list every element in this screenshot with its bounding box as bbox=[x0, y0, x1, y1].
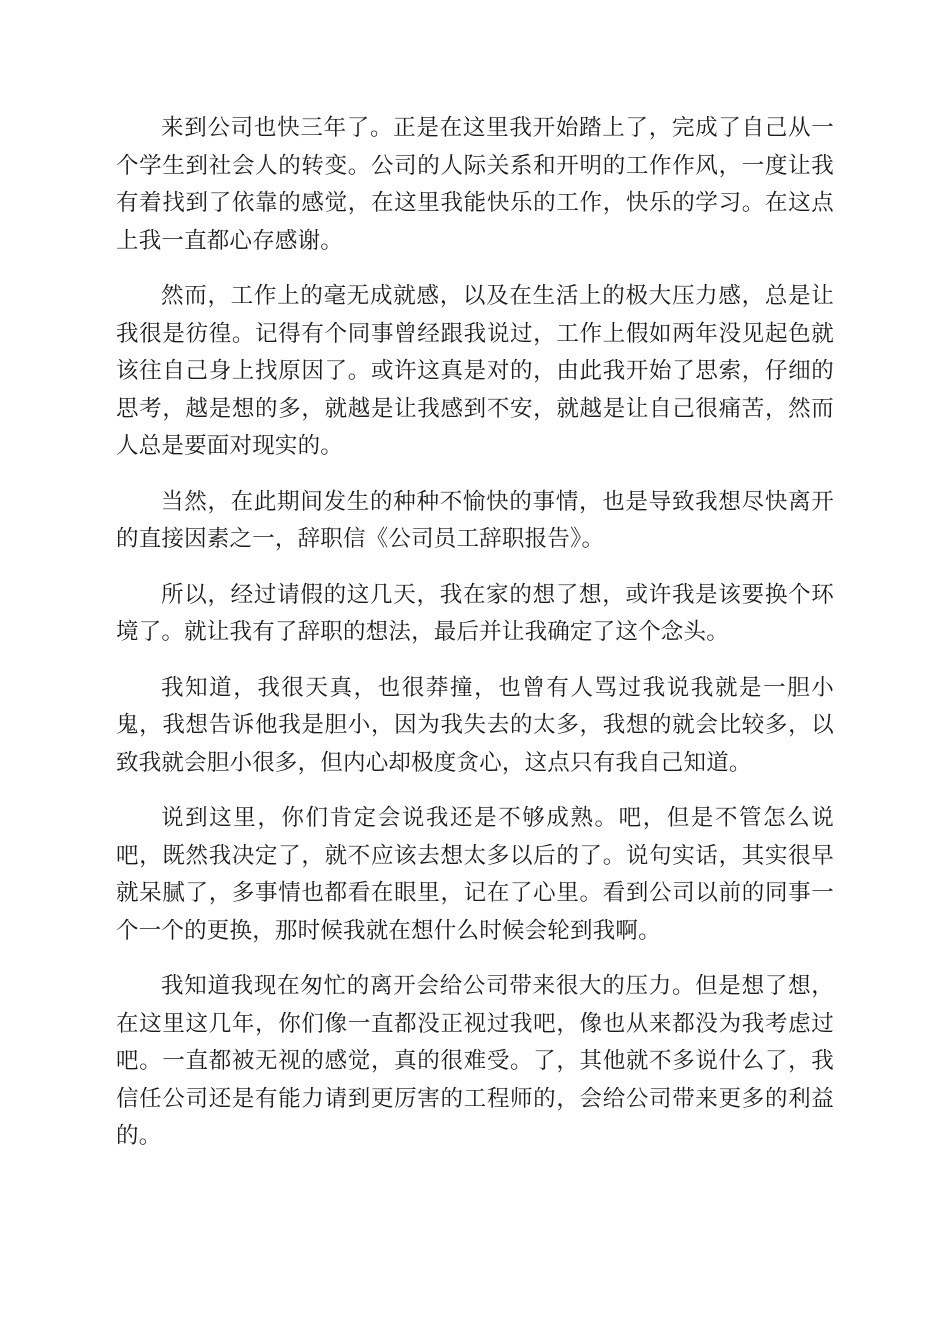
paragraph-1: 来到公司也快三年了。正是在这里我开始踏上了，完成了自己从一个学生到社会人的转变。公司的人际关系和开明的工作作风，一度让我有着找到了依靠的感觉，在这里我能快乐的工作，快乐的学习。在这点上我一直都心存感谢。 bbox=[116, 115, 834, 254]
paragraph-5: 我知道，我很天真，也很莽撞，也曾有人骂过我说我就是一胆小鬼，我想告诉他我是胆小，因为我失去的太多，我想的就会比较多，以致我就会胆小很多，但内心却极度贪心，这点只有我自己知道。 bbox=[116, 674, 834, 776]
paragraph-2: 然而，工作上的毫无成就感，以及在生活上的极大压力感，总是让我很是彷徨。记得有个同事曾经跟我说过，工作上假如两年没见起色就该往自己身上找原因了。或许这真是对的，由此我开始了思索，仔细的思考，越是想的多，就越是让我感到不安，就越是让自己很痛苦，然而人总是要面对现实的。 bbox=[116, 283, 834, 459]
document-body bbox=[116, 110, 834, 1174]
paragraph-6: 说到这里，你们肯定会说我还是不够成熟。吧，但是不管怎么说吧，既然我决定了，就不应该去想太多以后的了。说句实话，其实很早就呆腻了，多事情也都看在眼里，记在了心里。看到公司以前的同事一个一个的更换，那时候我就在想什么时候会轮到我啊。 bbox=[116, 805, 834, 944]
paragraph-3: 当然，在此期间发生的种种不愉快的事情，也是导致我想尽快离开的直接因素之一，辞职信《公司员工辞职报告》。 bbox=[116, 488, 834, 552]
paragraph-4: 所以，经过请假的这几天，我在家的想了想，或许我是该要换个环境了。就让我有了辞职的想法，最后并让我确定了这个念头。 bbox=[116, 581, 834, 645]
paragraph-7: 我知道我现在匆忙的离开会给公司带来很大的压力。但是想了想，在这里这几年，你们像一直都没正视过我吧，像也从来都没为我考虑过吧。一直都被无视的感觉，真的很难受。了，其他就不多说什么了，我信任公司还是有能力请到更厉害的工程师的，会给公司带来更多的利益的。 bbox=[116, 973, 834, 1149]
